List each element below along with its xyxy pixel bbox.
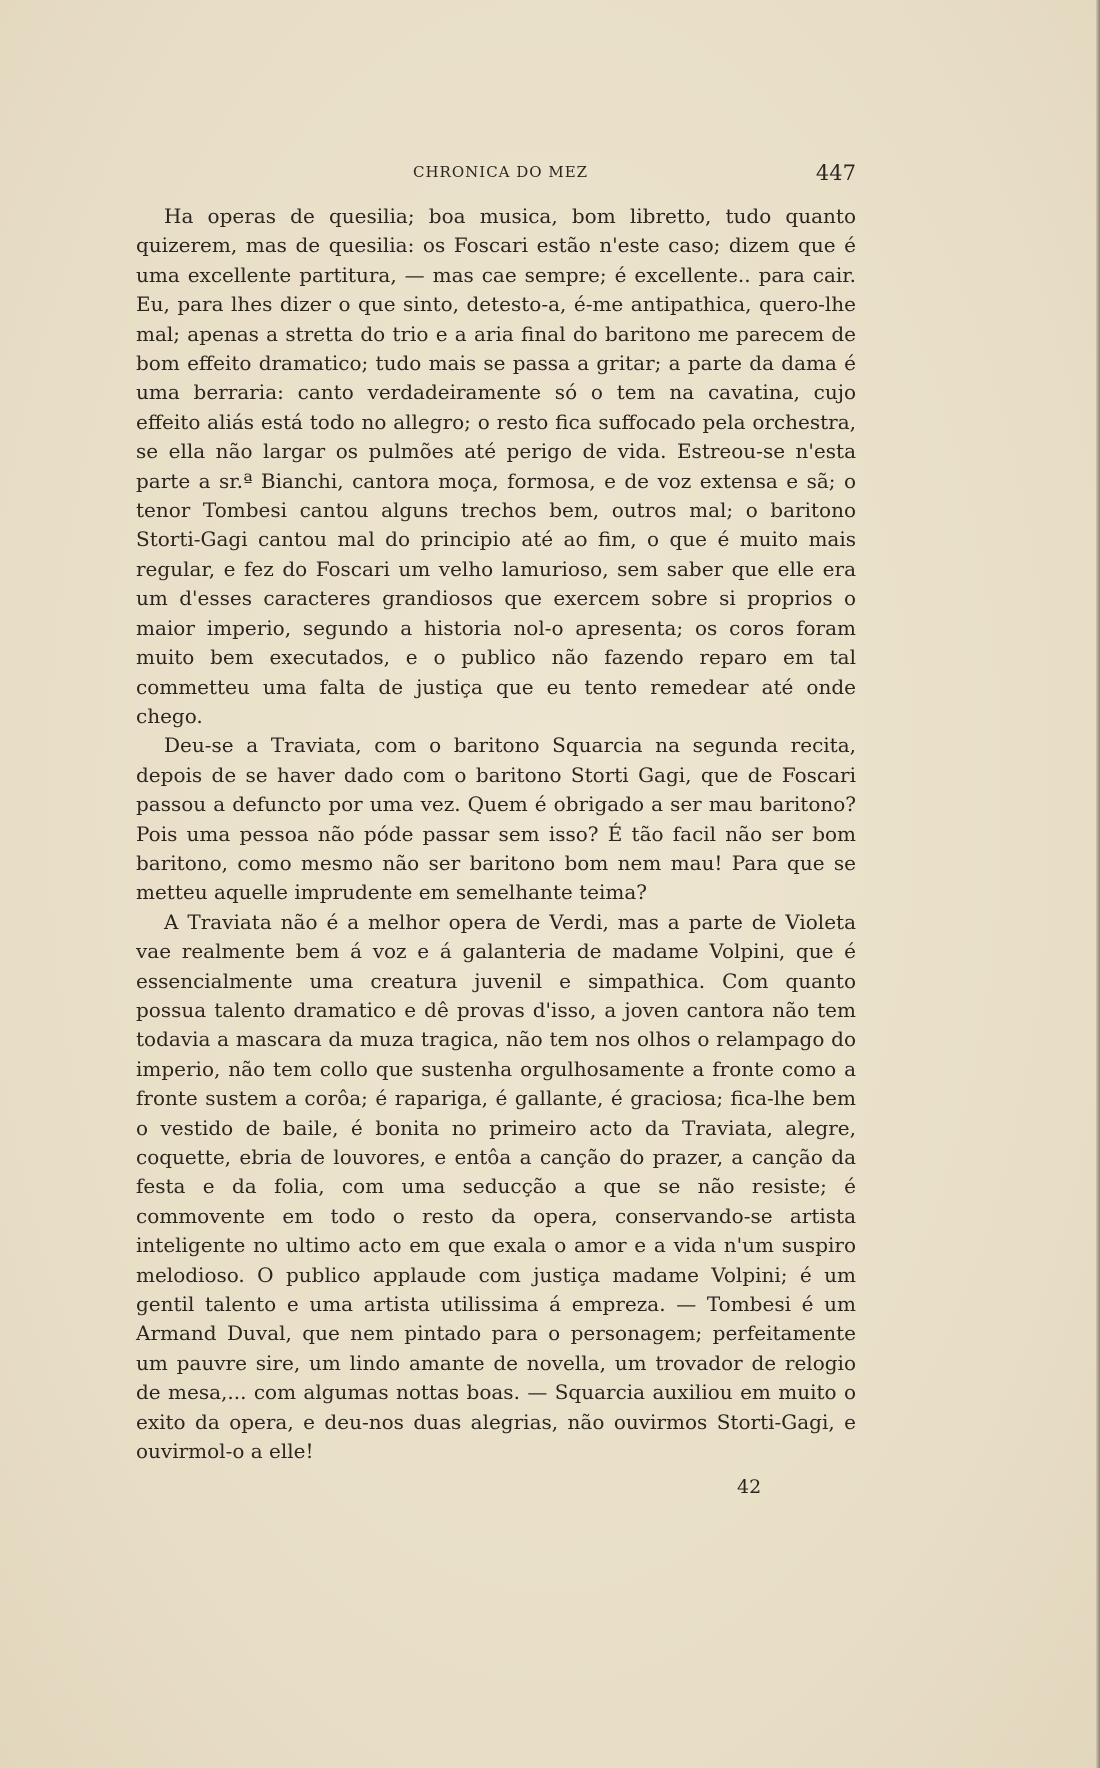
running-title: CHRONICA DO MEZ <box>413 163 589 181</box>
paragraph-traviata-volpini: A Traviata não é a melhor opera de Verdi, mas a parte de Violeta vae realmente bem á voz e á galanteria de madame Volpini, que é essencialmente uma creatura juvenil e simpathica. Com quanto possua talento dramatico e dê provas d'isso, a joven cantora não tem todavia a mascara da muza tragica, não tem nos olhos o relampago do imperio, não tem collo que sustenha orgulhosamente a fronte como a fronte sustem a corôa; é raparigа, é gallante, é graciosa; fica-lhe bem o vestido de baile, é bonita no primeiro acto da Traviata, alegre, coquette, ebria de louvores, e entôa a canção do prazer, a canção da festa e da folia, com uma seducção a que se não resiste; é commovente em todo o resto da opera, conservando-se artista inteligente no ultimo acto em que exala o amor e a vida n'um suspiro melodioso. O publico applaude com justiça madame Volpini; é um gentil talento e uma artista utilissima á empreza. — Tombesi é um Armand Duval, que nem pintado para o personagem; perfeitamente um pauvre sire, um lindo amante de novella, um trovador de relogio de mesa,... com algumas nottas boas. — Squarcia auxiliou em muito o exito da opera, e deu-nos duas alegrias, não ouvirmos Storti-Gagi, e ouvirmol-o a elle! <box>136 909 856 1464</box>
paragraph-foscari: Ha operas de quesilia; boa musica, bom libretto, tudo quanto quizerem, mas de quesilia: os Foscari estão n'este caso; dizem que é uma excellente partitura, — mas cae sempre; é excellente.. para cair. Eu, para lhes dizer o que sinto, detesto-a, é-me antipathica, quero-lhe mal; apenas a stretta do trio e a aria final do baritono me parecem de bom effeito dramatico; tudo mais se passa a gritar; a parte da dama é uma berraria: canto verdadeiramente só o tem na cavatina, cujo effeito aliás está todo no allegro; o resto fica suffocado pela orchestra, se ella não largar os pulmões até perigo de vida. Estreou-se n'esta parte a sr.ª Bianchi, cantora moça, formosa, e de voz extensa e sã; o tenor Tombesi cantou alguns trechos bem, outros mal; o baritono Storti-Gagi cantou mal do principio até ao fim, o que é muito mais regular, e fez do Foscari um velho lamurioso, sem saber que elle era um d'esses caracteres grandiosos que exercem sobre si proprios o maior imperio, segundo a historia nol-o apresenta; os coros foram muito bem executados, e o publico não fazendo reparo em tal commetteu uma falta de justiça que eu tento remedear até onde chego. <box>136 204 856 728</box>
body-text <box>136 202 856 1466</box>
page-number: 447 <box>815 161 856 185</box>
page-edge <box>1096 0 1100 1768</box>
page-header <box>136 163 856 187</box>
signature-mark: 42 <box>737 1476 762 1498</box>
paragraph-traviata-squarcia: Deu-se a Traviata, com o baritono Squarcia na segunda recita, depois de se haver dado com o baritono Storti Gagi, que de Foscari passou a defuncto por uma vez. Quem é obrigado a ser mau baritono? Pois uma pessoa não póde passar sem isso? É tão facil não ser bom baritono, como mesmo não ser baritono bom nem mau! Para que se metteu aquelle imprudente em semelhante teima? <box>136 733 856 905</box>
